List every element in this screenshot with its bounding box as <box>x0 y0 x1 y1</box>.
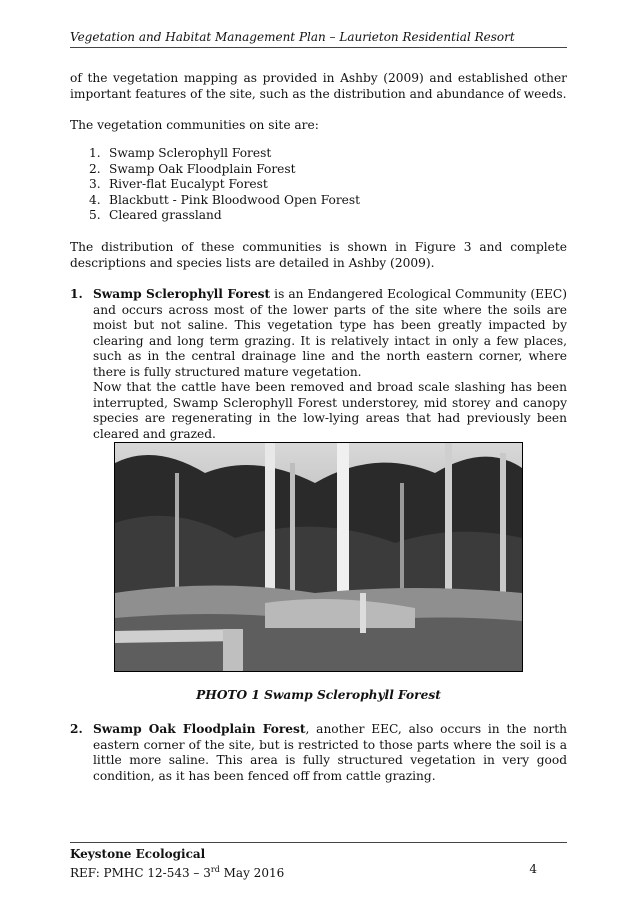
section-swamp-sclerophyll-para2: Now that the cattle have been removed and broad scale slashing has been interrupted, Swamp Sclerophyll Forest understorey, mid storey and canopy species are regenerating in the low-lying areas that had previously been cleared and grazed. <box>93 380 567 441</box>
section-text: is an Endangered Ecological Community (EEC) and occurs across most of the lower parts of the site where the soils are moist but not saline. This vegetation type has been greatly impacted by clearing and long term grazing. It is relatively intact in only a few places, such as in the central drainage line and the north eastern corner, where there is fully structured mature vegetation. <box>93 287 567 379</box>
list-item: 3. River-flat Eucalypt Forest <box>89 177 268 191</box>
list-item: 5. Cleared grassland <box>89 208 222 222</box>
list-item: 1. Swamp Sclerophyll Forest <box>89 146 272 160</box>
footer-reference: REF: PMHC 12-543 – 3rd May 2016 <box>70 865 285 880</box>
distribution-paragraph: The distribution of these communities is shown in Figure 3 and complete descriptions and species lists are detailed in Ashby (2009). <box>70 240 567 270</box>
section-swamp-sclerophyll <box>70 287 567 380</box>
forest-photo <box>114 442 523 672</box>
intro-paragraph: of the vegetation mapping as provided in Ashby (2009) and established other important features of the site, such as the distribution and abundance of weeds. <box>70 71 567 101</box>
section-number: 1. <box>70 287 83 301</box>
forest-photo-image <box>115 443 522 671</box>
footer-organization: Keystone Ecological <box>70 847 206 861</box>
communities-intro: The vegetation communities on site are: <box>70 118 319 132</box>
list-item: 4. Blackbutt - Pink Bloodwood Open Forest <box>89 192 361 207</box>
page-header: Vegetation and Habitat Management Plan – Laurieton Residential Resort <box>70 30 567 48</box>
communities-list <box>70 146 360 224</box>
section-swamp-oak <box>70 722 567 784</box>
list-item: 2. Swamp Oak Floodplain Forest <box>89 161 296 176</box>
section-title: Swamp Sclerophyll Forest <box>93 287 271 301</box>
section-title: Swamp Oak Floodplain Forest <box>93 722 306 736</box>
section-text: , another EEC, also occurs in the north eastern corner of the site, but is restricted to those parts where the soil is a little more saline. This area is fully structured vegetation in very good condition, as it has been fenced off from cattle grazing. <box>93 722 567 783</box>
page-footer <box>70 842 567 881</box>
section-number: 2. <box>70 722 83 736</box>
page-number: 4 <box>529 862 537 876</box>
photo-caption: PHOTO 1 Swamp Sclerophyll Forest <box>196 688 441 702</box>
